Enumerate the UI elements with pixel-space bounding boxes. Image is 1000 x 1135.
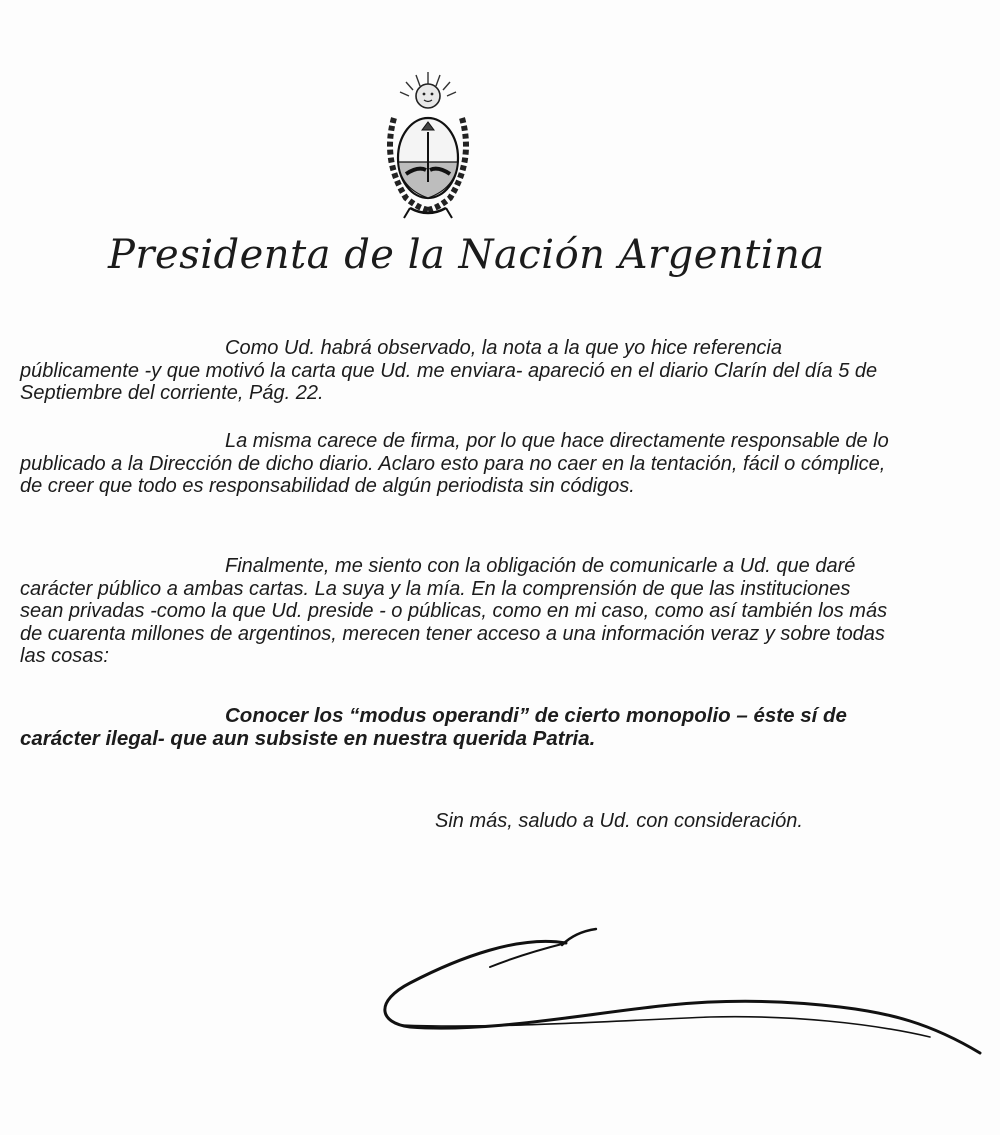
handwritten-signature: [370, 905, 1000, 1075]
letterhead-title: Presidenta de la Nación Argentina: [108, 232, 825, 278]
national-coat-of-arms-seal: [380, 70, 476, 220]
letter-paragraph-2: La misma carece de firma, por lo que hace directamente responsable de lo publicado a la Dirección de dicho diario. Aclaro esto para no caer en la tentación, fácil o cómplice, de creer que todo es responsabilidad de algún periodista sin códigos.: [20, 430, 889, 497]
letter-closing: Sin más, saludo a Ud. con consideración.: [435, 810, 803, 832]
letter-paragraph-4-emphasis: Conocer los “modus operandi” de cierto monopolio – éste sí de carácter ilegal- que aun subsiste en nuestra querida Patria.: [20, 704, 847, 750]
letter-paragraph-3: Finalmente, me siento con la obligación de comunicarle a Ud. que daré carácter público a ambas cartas. La suya y la mía. En la comprensión de que las instituciones sean privadas -como la que Ud. preside - o públicas, como en mi caso, como así también los más de cuarenta millones de argentinos, merecen tener acceso a una información veraz y sobre todas las cosas:: [20, 555, 888, 667]
letter-paragraph-1: Como Ud. habrá observado, la nota a la que yo hice referencia públicamente -y que motivó la carta que Ud. me enviara- apareció en el diario Clarín del día 5 de Septiembre del corriente, Pág. 22.: [20, 337, 878, 404]
